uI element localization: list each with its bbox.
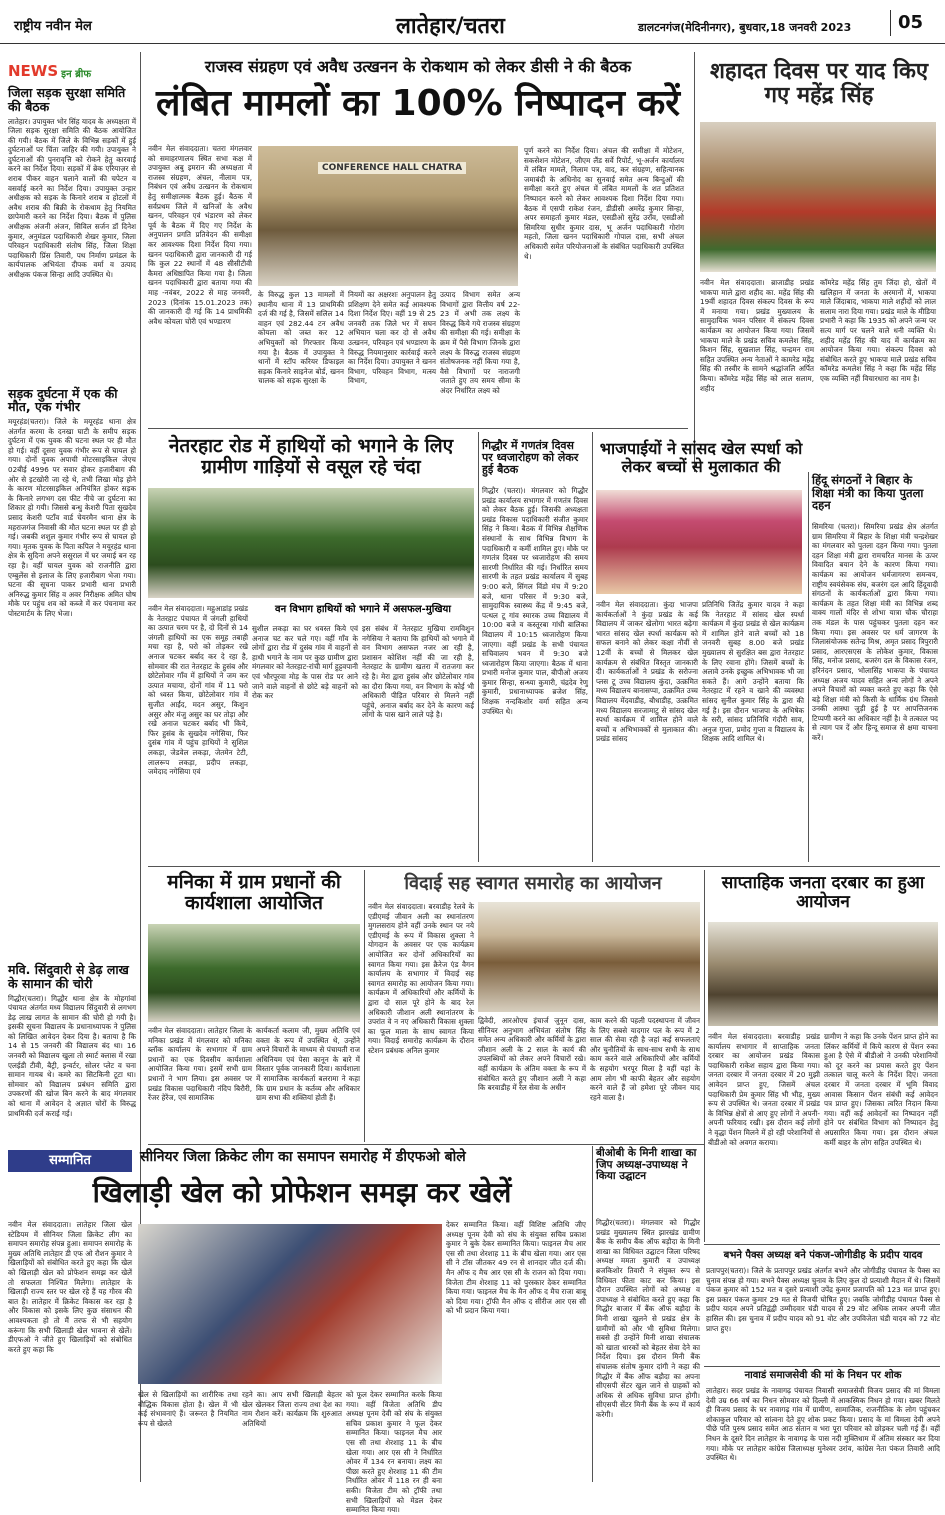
brief-label: इन ब्रीफ xyxy=(61,69,92,80)
top-story-col-3: नियमों का अक्षरशः अनुपालन हेतु प्रशिक्षण देने समेत कई आवश्यक दिशा निर्देश दिए। वहीं 19 से 25 जनवरी तक जिले भर में सघन अभियान चला कर दो से अवैध उत्खनन, परिवहन एवं भण्डारण के विरुद्ध नियमानुसार कार्रवाई करने का निर्देश दिया। उपायुक्त ने खनन विभाग, परिवहन विभाग, मत्स्य विभाग, xyxy=(348,290,439,386)
page-number: 05 xyxy=(898,12,924,33)
shahadat-col-2: कॉमरेड महेंद्र सिंह तुम जिंदा हो, खेतों में खलिहान में जनता के अरमानों में, भाकपा माले जिंदाबाद, भाकपा माले शहीदों को लाल सलाम नारा दिया गया। प्रखंड माले के मीडिया प्रभारी ने कहा कि 1935 को अपने जन्म पर सत्य मार्ग पर चलने वाले धनी व्यक्ति थे। शहीद महेंद्र सिंह की याद में कार्यक्रम का आयोजन किया गया। संकल्प दिवस को संबोधित करते हुए भाकपा माले प्रखंड सचिव कॉमरेड कमलेश सिंह ने कहा कि महेंद्र सिंह एक व्यक्ति नहीं विचारधारा का नाम है। xyxy=(820,278,939,383)
sports-col-4: देकर सम्मानित किया। वहीं विशिष्ट अतिथि जीए अध्यक्ष पूनम देवी को संघ के संयुक्त सचिव प्रकाश कुमार ने बुके देकर सम्मानित किया। फाइनल मैच आर एस सी तथा शेरशाह 11 के बीच खेला गया। आर एस सी ने टॉस जीतकर 49 रन से शानदार जीत दर्ज की। मैन ऑफ द मैच आर एस सी के राजन को दिया गया। विजेता टीम शेरशाह 11 को पुरस्कार देकर सम्मानित किया गया। फाइनल मैच के मैन ऑफ द मैच राजा बाबू को दिया गया। ट्रॉफी मैन ऑफ द सीरीज आर एस सी को भी प्रदान किया गया। xyxy=(446,1220,589,1316)
brief-1-headline: जिला सड़क सुरक्षा समिति की बैठक xyxy=(8,85,126,114)
top-story-col-2: के विरुद्ध कुल 13 मामलों में स्थानीय थाना में 13 प्राथमिकी दर्ज की गई है, जिसमें सलिल 14 वाहन एवं 282.44 टन अवैध कोयला को जब्त कर 12 अभियुक्तों को गिरफ्तार किया गया है। बैठक में उपायुक्त ने थानों में स्टॉप करियर डिफाइल सड़क किनारे साइनेज बोर्ड, खनन चालक को सड़क सुरक्षा के xyxy=(258,290,347,386)
rule-janta-left xyxy=(704,870,705,1242)
janta-headline: साप्ताहिक जनता दरबार का हुआ आयोजन xyxy=(721,873,925,912)
sports-col-1: नवीन मेल संवाददाता। लातेहार जिला खेल स्टेडियम में सीनियर जिला क्रिकेट लीग का समापन समारोह संपन्न हुआ। समापन समारोह के मुख्य अतिथि लातेहार डी एफ ओ रौशन कुमार ने खिलाड़ियों को संबोधित करते हुए कहा कि खेल को खिलाड़ी खेल को प्रोफेशन समझ कर खेलें तो सफलता निश्चित मिलेगा। लातेहार के खिलाड़ी राज्य स्तर पर खेल रहे हैं यह गौरव की बात है। लातेहार में क्रिकेट विकास कर रहा है और विकास को इसके लिए कुछ संसाधन की आवश्यकता हो तो मैं तरफ से भी सहयोग करूंगा कि सभी खिलाड़ी खेल भावना से खेलें। डीएफओ ने जीते हुए खिलाड़ियों को संबोधित करते हुए कहा कि xyxy=(8,1220,135,1354)
bhajpa-photo xyxy=(596,490,802,594)
manika-photo xyxy=(148,924,360,1022)
shahadat-col-1: नवीन मेल संवाददाता। ब्राजाडीह प्रखंड भाकपा माले द्वारा शहीद का. महेंद्र सिंह की 19वीं शहादत दिवस संकल्प दिवस के रूप में मनाया गया। प्रखंड मुख्यालय के सामुदायिक भवन परिसर में संकल्प दिवस कार्यक्रम का आयोजन किया गया। जिसमें भाकपा माले के प्रखंड सचिव कमलेश सिंह, किशन सिंह, सुखलाल सिंह, चन्द्रमन राम सहित उपस्थित अन्य नेताओं ने कामरेड महेंद्र सिंह की तस्वीर के सामने श्रद्धांजलि अर्पित किया। कॉमरेड महेंद्र सिंह को लाल सलाम, शहीद xyxy=(700,278,817,393)
elephant-col-3: इस संबंध में नेतरहाट मुखिया रामविशुन नगेसिया ने बताया कि हाथियों को भगाने में वन विभाग असफल नजर आ रही है, प्रशासन कोशिश नहीं की जा रही है, नेतरहाट के ग्रामीण खतरा में रातजगा कर रहे है। मेरा द्वारा हुसंब और छोटेलोवार गांव का दौरा किया गया, वन विभाग के कोई भी अधिकारी पीड़ित परिवार से मिलने नहीं पहुंचे, अनाज बर्बाद कर देने के कारण कई लोगो के पास खाने लाले पड़े है। xyxy=(362,624,477,720)
shok-headline: नावाडं समाजसेवी की मां के निधन पर शोक xyxy=(744,1370,902,1381)
brief-2-body: मयूरहंड(चतरा)। जिले के मयूरहंड थाना क्षेत्र अंतर्गत करमा के दनखा घाटी के समीप सड़क दुर्घटना में एक युवक की घटना स्थल पर ही मौत हो गई। वहीं दूसरा युवक गंभीर रूप से घायल हो गया। दोनों युवक अपाची मोटरसाइकिल जेएच 02बीई 4996 पर सवार होकर हजारीबाग की ओर से इटखोरी जा रहे थे, तभी लिखा मोड़ होने के कारण मोटरसाइकिल अनियंत्रित होकर सड़क के किनारे लगभग दस फीट नीचे जा दुर्घटना का शिकार हो गयी। जिससे बन्धु केशरी पिता सुखदेव प्रसाद केशरी पटाँव वार्ड चेयरमैन थाना क्षेत्र के महराजगंज निवासी की मौत घटना स्थल पर ही हो गई। जबकी शशुल कुमार गंभीर रूप से घायल हो गया। मृतक युवक के पिता कपिल ने मयूरहंड थाना क्षेत्र के सुदिना अपने ससुराल में घर जमाई बन रह रहा है। वहीं घायल युवक को राजनीति द्वारा एम्बुलेंस से इलाज के लिए हजारीबाग भेजा गया। घटना की सूचना पाकर प्रभारी थाना प्रभारी अनिरुद्ध कुमार सिंह व अवर निरीक्षक अमित घोष मौके पर पहुंच शव को कब्जे में कर पंचनामा कर पोस्टमार्टम के लिए भेजा। xyxy=(8,417,139,618)
brief-3-body: गिद्धौर(चतरा)। गिद्धौर थाना क्षेत्र के मोहगांवां पंचायत अंतर्गत मध्य विद्यालय सिंदुवारी से लगभग डेढ़ लाख लागत के सामान की चोरी हो गयी है। इसकी सूचना विद्यालय के प्रधानाध्यापक ने पुलिस को लिखित आवेदन देकर दिया है। बताया है कि 14 से 15 जनवरी की विद्यालय बंद था। 16 जनवरी को विद्यालय खुला तो स्मार्ट क्लास में रखा एलईडी टीवी, बैट्री, इन्वर्टर, सोलर प्लेट व चना सामान गायब थे। कमरे का सिटकिनी टूटा था। सोमवार को विद्यालय प्रबंधन समिति द्वारा उपकरणों की खोज बिन करने के बाद मंगलवार को थाना में आवेदन दे अज्ञात चोरों के विरुद्ध प्राथमिकी दर्ज कराई गई। xyxy=(8,993,139,1118)
dateline: डालटनगंज(मेदिनीनगर), बुधवार,18 जनवरी 2023 xyxy=(638,21,852,34)
rule-mid xyxy=(148,866,940,867)
conference-hall-sign: CONFERENCE HALL CHATRA xyxy=(318,162,466,174)
manika-headline: मनिका में ग्राम प्रधानों की कार्यशाला आयोजित xyxy=(167,871,341,914)
section-name: लातेहार/चतरा xyxy=(396,14,505,39)
janta-col-1: नवीन मेल संवाददाता। बरवाडीह प्रखंड कार्यालय सभागार में साप्ताहिक जनता दरबार का आयोजन प्रखंड विकास पदाधिकारी राकेश सहाय द्वारा किया गया। जनता दरबार में जनता दरबार में 20 मुझी आवेदन प्राप्त हुए, जिसमें अंचल पदाधिकारी प्रेम कुमार सिंह भी भीड़, मुख्य रूप से उपस्थित थे। जनता दरबार में प्रखंड के विभिन्न क्षेत्रों से आए हुए लोगों ने अपनी-अपनी फरियाद रखी। इस दौरान कई लोगों ने वृद्धा पेंशन मिलने में हो रही परेशानियों से बीडीओ को अवगत कराया। xyxy=(708,1032,823,1147)
janta-photo xyxy=(708,922,938,1026)
vidai-col-3: काम करने की पहली पदस्थापना में जीवन के लिए सबसे यादगार पल के रूप में 2 साल की सेवा रही है जहां कई सफलताएं और चुनौतियों के साथ-साथ सभी के साथ काम करने वाले अधिकारियों और कर्मियों के सहयोग भरपूर मिला है वहीं यहां के आम लोग भी काफी बेहतर और सहयोग करने वाले हैं जो हमेशा पूरे जीवन याद रहने वाला है। xyxy=(590,1016,703,1102)
hindu-body: सिमरिया (चतरा)। सिमरिया प्रखंड क्षेत्र अंतर्गत ग्राम सिमरिया में बिहार के शिक्षा मंत्री चन्द्रशेखर का मंगलवार को पुतला दहन किया गया। पुतला दहन शिक्षा मंत्री द्वारा रामचरित मानस के ऊपर विवादित बयान देने के कारण किया गया। कार्यक्रम का आयोजन धर्मजागरण समन्वय, राष्ट्रीय स्वयंसेवक संघ, बजरंग दल आदि हिंदूवादी संगठनों के कार्यकर्ताओं द्वारा किया गया। कार्यक्रम के तहत शिक्षा मंत्री का विभिन्न शब्द वाक्य गालों मंदिर से शोभा यात्रा चौक चौराहा तक मंडल के पास पहुंचकर पुतला दहन कर किया गया। इस अवसर पर धर्म जागरण के जिलासंयोजक सतेन्द्र मिश्र, अमृत प्रसाद त्रिपुरारी प्रसाद, आरएसएस के लोकेश कुमार, विकास सिंह, मनोज प्रसाद, बजरंग दल के विकास रंजन, हरिनंदन प्रसाद, भोलासिंह भाकपा के पंचायत अध्यक्ष अजय यादव सहित अन्य लोगों ने अपने अपने विचारों को व्यक्त करते हुए कहा कि ऐसे बड़े शिक्षा मंत्री को किसी के धार्मिक ग्रंथ जिससे उनकी आस्था जुड़ी हुई है पर आपत्तिजनक टिप्पणी करने का अधिकार नहीं है। वे तत्काल पद से त्याग पत्र दें और हिन्दू समाज से क्षमा याचना करें। xyxy=(812,522,941,743)
bhajpa-col-2: प्रतिनिधि जितेंद्र कुमार यादव ने कहा कि नेतरहाट में सांसद खेल स्पर्धा कार्यक्रम में कुंदा प्रखंड से खेल कार्यक्रम में शामिल होने वाले बच्चों को 18 जनवरी सुबह 8.00 बजे प्रखंड मुख्यालय से सुरक्षित बस द्वारा नेतरहाट के लिए रवाना होंगे। जिसमें बच्चों के अलावे उनके इच्छुक अभिभावक भी जा सकते हैं। आगे उन्होंने बताया कि नेतरहाट में रहने व खाने की व्यवस्था सांसद सुनील कुमार सिंह के द्वारा की गई है। इस दौरान भाजपा के अभिषेक के सरी, सांसद प्रतिनिधि गंदौरी साव, अनुज गुप्ता, प्रमोद गुप्ता व विद्यालय के शिक्षक आदि शामिल थे। xyxy=(702,600,807,744)
bhajpa-headline: भाजपाईयों ने सांसद खेल स्पर्धा को लेकर बच्चों से मुलाकात की xyxy=(599,439,803,476)
pacs-headline: बभने पैक्स अध्यक्ष बने पंकज-जोगीडीह के प्रदीप यादव xyxy=(723,1250,923,1261)
vidai-headline: विदाई सह स्वागत समारोह का आयोजन xyxy=(404,873,662,894)
top-story-kicker: राजस्व संग्रहण एवं अवैध उत्खनन के रोकथाम को लेकर डीसी ने की बैठक xyxy=(204,57,632,76)
top-story-headline: लंबित मामलों का 100% निष्पादन करें xyxy=(156,83,680,124)
hindu-headline: हिंदू संगठनों ने बिहार के शिक्षा मंत्री का किया पुतला दहन xyxy=(812,473,924,513)
rule-bank-left xyxy=(592,1146,593,1482)
republic-headline: गिद्धौर में गणतंत्र दिवस पर ध्वजारोहण को लेकर हुई बैठक xyxy=(482,439,579,477)
bank-headline: बीओबी के मिनी शाखा का जिप अध्यक्ष-उपाध्यक्ष ने किया उद्घाटन xyxy=(596,1147,697,1183)
brief-1-body: लातेहार। उपायुक्त भोर सिंह यादव के अध्यक्षता में जिला सड़क सुरक्षा समिति की बैठक आयोजित की गयी। बैठक में जिले के विभिन्न सड़कों में हुई दुर्घटनाओं पर चिंता जाहिर की गयी। उपायुक्त ने दुर्घटनाओं की पुनरावृत्ति को रोकने हेतु कारवाई करने का निर्देश दिया। सड़कों में ब्रेक एरियाज़र से शराब पीकर वाहन चलाने वालों की चपेटन व वसर्वाई करने का निर्देश दिया। उपायुक्त उन्हार अधीक्षक को सड़क के किनारे शराब व होटलों में अवैध शराब की बिक्री के रोकथाम हेतु नियमित छापेमारी करने का निर्देश दिया। बैठक में पुलिस अधीक्षक अंजनी अंजन, सिविल सर्जन डॉ दिनेश कुमार, अनुमंडल पदाधिकारी शेखर कुमार, जिला परिवहन पदाधिकारी संतोष सिंह, जिला शिक्षा पदाधिकारी प्रिंस तिवारी, पथ निर्माण प्रमंडल के कार्यपालक अभियंता दीपक वर्मा व उत्पाद अधीक्षक पंकज सिन्हा आदि उपस्थित थे। xyxy=(8,116,139,279)
sports-tag: सम्मानित xyxy=(8,1150,132,1172)
rule-hindu-left xyxy=(808,472,809,862)
elephant-headline: नेतरहाट रोड में हाथियों को भगाने के लिए ग्रामीण गाड़ियों से वसूल रहे चंदा xyxy=(168,435,454,478)
paper-name: राष्ट्रीय नवीन मेल xyxy=(14,19,92,34)
brief-2-headline: सड़क दुर्घटना में एक की मौत, एक गंभीर xyxy=(8,385,118,415)
rule-republic-left xyxy=(478,432,479,862)
shahadat-headline: शहादत दिवस पर याद किए गए महेंद्र सिंह xyxy=(709,59,929,109)
sports-col-2a: खेल से खिलाड़ियों का शारीरिक तथा बौद्धिक विकास होता है। खेल में भी कई संभावनाएं हैं। जरूरत है नियमित रूप से खेलते xyxy=(138,1390,241,1428)
elephant-sub-headline: वन विभाग हाथियों को भगाने में असफल-मुखिया xyxy=(275,604,451,615)
bhajpa-col-1: नवीन मेल संवाददाता। कुंदा भाजपा कार्यकर्ताओं ने कुंदा प्रखंड के कई विद्यालय में जाकर खेलोगा भारत बढ़ेगा भारत सांसद खेल स्पर्धा कार्यक्रम को सफल बनाने को लेकर कक्षा नौवीं से 12वीं के बच्चों से मिलकर खेल कार्यक्रम से संबंधित विस्तृत जानकारी दी। कार्यकर्ताओं ने प्रखंड के सरोज्ना प्लस टू उच्च विद्यालय कुंदा, उत्क्रमित मध्य विद्यालय बानासप्पा, उत्क्रमित उच्च विद्यालय मेंदवाडीह, बौधाडीह, उत्क्रमित मध्य विद्यालय सरजामाटु से सांसद खेल स्पर्धा कार्यक्रम में शामिल होने वाले बच्चों व अभिभावकों से मुलाकात की। प्रखंड सांसद xyxy=(596,600,701,744)
brief-3-headline: मवि. सिंदुवारी से डेढ़ लाख के सामान की चोरी xyxy=(8,962,129,991)
rule-pacs-top xyxy=(704,1244,940,1245)
top-story-col-5: पूर्ण करने का निर्देश दिया। अंचल की समीक्षा में मोटेशन, सकसेशन मोटेशन, जीएम लैंड सर्वे रिपोर्ट, भू-अर्जन कार्यालय में लंबित मामले, निलाम पत्र, वाद, कर संग्रहण, सहित्यानक जमाबंदी के अधिनोद का सुनवाई समेत अन्य बिन्दुओं की समीक्षा करते हुए अंचल में लंबित मामलों के शत प्रतिशत निष्पादन करने को लेकर आवश्यक दिशा निर्देश दिया गया। बैठक में एसपी राकेश रंजन, डीडीसी अमरेंद्र कुमार सिन्हा, अपर समाहर्ता कुमार मंडल, एसडीओ सुरेंद्र उराँव, एसडीओ सिमरिया सुधीर कुमार दास, भू अर्जन पदाधिकारी गोरांग महतो, जिला खनन पदाधिकारी गोपाल दास, सभी अंचल अधिकारी समेत परियोजनाओं के संबंधित पदाधिकारी उपस्थित थे। xyxy=(524,146,687,261)
sports-headline: खिलाड़ी खेल को प्रोफेशन समझ कर खेलें xyxy=(92,1176,512,1209)
janta-col-2: ग्रामीण ने कहा कि उनके पेंशन प्राप्त होने का लिंकर कर्मियों में किये कारण से पेंशन रुका हुआ है ऐसे में बीडीओ ने उनकी परेशानियों को दूर करने का प्रयास करते हुए पेंशन तत्काल चालू करने के निर्देश दिए। जनता दरबार में जनता दरबार में भूमि विवाद आवास किसान पेंशन संबंधी कई आवेदन पत्र प्राप्त हुए। जिसका त्वरित निदान किया गया। वहीं कई आवेदनों का निष्पादन नहीं होने पर संबंधित विभाग को निष्पादन हेतु अग्रसारित किया गया। इस दौरान अंचल कर्मी बाहर के लोग सहित उपस्थित थे। xyxy=(824,1032,941,1147)
news-brief-label xyxy=(8,52,136,80)
conference-photo xyxy=(258,146,518,286)
sports-col-3: को फूल देकर सम्मानित करके किया गया। वहीं विजेता अतिथि डीप अध्यक्ष पूनम देवी को संघ के संयुक्त सचिव प्रकाश कुमार ने फूल देकर सम्मानित किया। फाइनल मैच आर एस सी तथा शेरशाह 11 के बीच खेला गया। आर एस सी ने निर्धारित ओवर में 134 रन बनाया। लक्ष्य का पीछा करते हुए शेरशाह 11 की टीम निर्धारित ओवर में 118 रन ही बना सकी। विजेता टीम को ट्रॉफी तथा सभी खिलाड़ियों को मेडल देकर सम्मानित किया गया। xyxy=(346,1390,445,1515)
top-story-col-4: उत्पाद विभाग समेत अन्य विभागों द्वारा वित्तीय वर्ष 22-23 में अभी तक लक्ष्य के विरुद्ध किये गये राजस्व संग्रहण की समीक्षा की गई। समीक्षा के क्रम में पैसे विभाग जिनके द्वारा लक्ष्य के विरुद्ध राजस्व संग्रहण संतोषजनक नहीं किया गया है, वैसे विभागों पर नाराजगी जताते हुए तय समय सीमा के अंदर निर्धारित लक्ष्य को xyxy=(440,290,523,395)
pacs-body: प्रतापपुर(चतरा)। जिले के प्रतापपुर प्रखंड अंतर्गत बभने और जोगीडीह पंचायत के पैक्स का चुनाव संपन्न हो गया। बभने पैक्स अध्यक्ष चुनाव के लिए कुल दो प्रत्याशी मैदान में थे। जिसमें पंकज कुमार को 152 मत व दूसरे प्रत्याशी उपेंद्र कुमार प्रजापति को 123 मत प्राप्त हुए। इस प्रकार पंकज कुमार 29 मत से विजयी घोषित हुए। जबकि जोगीडीह पंचायत पैक्स से प्रदीप यादव अपने प्रतिद्वंद्वी उम्मीदवार चंडी यादव से 29 वोट अधिक लाकर अपनी जीत हासिल की। इस चुनाव में प्रदीप यादव को 91 वोट और उपविजेता चंडी यादव को 72 वोट प्राप्त हुए। xyxy=(706,1266,943,1333)
manika-col-2: कार्यकर्ता कलाम जी, मुख्य अतिथि एवं वक्ता के रूप में उपस्थित थे, उन्होंने अपने विचारों के माध्यम से पंचायती राज अधिनियम एवं पेसा कानून के बारे में विस्तार पूर्वक जानकारी दिया। कार्यशाला में सामाजिक कार्यकर्ता बलरामा ने कहा कि ग्राम प्रधान के कर्तव्य और अधिकार ग्राम सभा की शक्तियां होती हैं। xyxy=(256,1026,363,1103)
elephant-col-2: सुशील लकड़ा का घर धवस्त किये एवं अनाज चट कर चले गए। वहीं गाँव के लोगों द्वारा रोड में दुसंब गांव में वाहनों से हाथी भगाने के नाम पर कुछ ग्रामीण द्वारा मंगलवार को नेतरहाट-रांची मार्ग हुट्टवपानी एवं भौरपूरवा मोड़ के पास रोड पर आने जाने वाले वाहनों से छोटे बड़े वाहनों को रोक कर xyxy=(252,624,361,701)
sports-col-2b: रहने का। आप सभी खिलाड़ी बेहतर खेल खेलकर जिला राज्य तथा देश का नाम रौशन करें। कार्यक्रम कि शुरुआत अतिथियों xyxy=(242,1390,345,1428)
vidai-col-2: द्विवेदी, आरओएच इंचार्ज जुनून दास, सीनियर अनुभाग अभियंता संतोष सिंह समेत अन्य अधिकारी और कर्मियों के द्वारा जीशान अली के 2 साल के कार्य की उपलब्धियों को लेकर अपने विचारों रखे। वहीं कार्यक्रम के अंतिम वक्ता के रूप में संबोधित करते हुए जीशान अली ने कहा कि बरवाडीह में रेल सेवा के अधीन xyxy=(478,1016,589,1093)
masthead xyxy=(0,0,945,44)
news-label: NEWS xyxy=(8,62,59,80)
top-story-col-1: नवीन मेल संवाददाता। चतरा मंगलवार को समाहरणालय स्थित सभा कक्ष में उपायुक्त अबु इमरान की अध्यक्षता में राजस्व संग्रहण, अंचल, नीलाम पत्र, निबंधन एवं अवैध उत्खनन के रोकथाम हेतु समीक्षात्मक बैठक हुई। बैठक में सर्वप्रथम जिले में खनिजों के अवैध खनन, परिवहन एवं भंडारण को लेकर पूर्व के बैठक में दिए गए निर्देश के अनुपालन प्रगति प्रतिवेदन की समीक्षा कर आवश्यक दिशा निर्देश दिया गया। खनन पदाधिकारी द्वारा जानकारी दी गई कि कुल 22 स्थानों में 48 सीसीटीवी कैमरा अधिष्ठापित किया गया है। जिला खनन पदाधिकारी द्वारा बताया गया की माह -नवंबर, 2022 से माह जनवरी, 2023 (दिनांक 15.01.2023 तक) की जानकारी दी गई कि 14 प्राथमिकी अवैध कोयला चोरी एवं भण्डारण xyxy=(148,144,255,326)
elephant-col-1: नवीन मेल संवाददाता। महुआडांड़ प्रखंड के नेतरहाट पंचायत में जंगली हाथियों का उत्पात चरम पर है, दो दिनों से 14 जंगली हाथियों का एक समूह तबाही मचा रहा है, घरो को तोड़कर रखे अनाज चटकर बर्बाद कर दे रहा है, सोमवार की रात नेतरहाट के हुसंब और छोटेलोवार गाँव में हाथियों ने जम कर उत्पात मचाया, दोनों गांव में 11 घरो को ध्वस्त किया, छोटेलोवार गांव में सुजीत आईंद, मदन असुर, किशुन असुर और मंजु असुर का घर तोड़ा और रखे अनाज चटकर बर्बाद भी किये, फिर हुसंब के सुखदेव नगेसिया, फिर दुसंब गांव में पहुंच हाथियों ने सुशिल लकड़ा, जेडवेल लकड़ा, जेतमेन टेटी, लालरूप लकड़ा, प्रदीप लकड़ा, जमेदाद नगेसिया एवं xyxy=(148,604,251,777)
manika-col-1: नवीन मेल संवाददाता। लातेहार जिला के मनिका प्रखंड में मंगलवार को मनिका ब्लॉक कार्यालय के सभागार में ग्राम प्रधानों का एक दिवसीय कार्यशाला आयोजित किया गया। इसमें सभी ग्राम प्रधानों ने भाग लिया। इस अवसर पर प्रखंड विकास पदाधिकारी नंदिप बिरौरी, रेंजर हेरेंज, एवं सामाजिक xyxy=(148,1026,255,1103)
bank-body: गिद्धौर(चतरा)। मंगलवार को गिद्धौर प्रखंड मुख्यालय स्थित झारखंड ग्रामीण बैंक के समीप बैंक ऑफ बड़ौदा के मिनी शाखा का विधिवत उद्घाटन जिला परिषद अध्यक्ष ममता कुमारी व उपाध्यक्ष ब्रजकिशोर तिवारी ने संयुक्त रूप से विधिवत फीता काट कर किया। इस दौरान उपस्थित लोगों को अध्यक्ष व उपाध्यक्ष ने संबोधित करते हुए कहा कि गिद्धौर बाजार में बैंक ऑफ बड़ौदा के मिनी शाखा खुलने से प्रखंड क्षेत्र के ग्रामीणों को और भी सुविधा मिलेगा। सबसे ही उन्होंने मिनी शाखा संचालक को खाता धारकों को बेहतर सेवा देने का निर्देश दिया। इस दौरान मिनी बैंक संचालक संतोष कुमार दांगी ने कहा की गिद्धौर में बैंक ऑफ बड़ौदा का अपना सीएसपी सेंटर खुल जाने से ग्राहकों को अधिक से अधिक सुविधा प्राप्त होगी। सीएसपी सेंटर मिनी बैंक के रूप में कार्य करेगी। xyxy=(596,1218,703,1419)
shok-body: लातेहार। सदर प्रखंड के नावागढ़ पंचायत निवासी समाजसेवी विजय प्रसाद की मां विमला देवी उम्र 66 वर्ष का निधन सोमवार को दिल्ली में आकस्मिक निधन हो गया। खबर मिलते ही विजय प्रसाद के घर नावागढ़ गांव में ग्रामीण, सामाजिक, राजनीतिक के लोग पहुंचकर शोकाकुल परिवार को सांत्वना देते हुए शोक प्रकट किया। प्रसाद के मां विमला देवी अपने पीछे पति पुरुष प्रसाद समेत आठ संतान व भरा पूरा परिवार को छोड़कर चली गई हैं। वहीं निधन के दूसरे दिन लातेहार के नावागढ़ के पास नदी मुक्तिधाम में अंतिम संस्कार कर दिया गया। मौके पर लातेहार कांग्रेस जिलाध्यक्ष मुनेश्वर उरांव, कांग्रेस नेता पंकज तिवारी आदि उपस्थित थे। xyxy=(706,1386,943,1463)
elephant-photo xyxy=(148,488,474,598)
vidai-col-1: नवीन मेल संवाददाता। बरवाडीह रेलवे के एडीएमई जीवान अली का स्थानांतरण मुगलसराय होने वहीं उनके स्थान पर नये एडीएमई के रूप में विकास शुक्ला ने योगदान के अवसर पर एक कार्यक्रम आयोजित कर दोनों अधिकारियों का स्वागत किया गया। इस क्रैरेज एंड वैगन कार्यालय के सभागार में विदाई सह स्वागत समारोह का आयोजन किया गया। कार्यक्रम में अधिकारियों और कर्मियों के द्वारा दो साल पूरे होने के बाद रेल अधिकारी जीशान अली स्थानांतरण के उपरांत वे न नए अधिकारी विकास शुक्ला का फूल माला के साथ स्वागत किया गया। विदाई समारोह कार्यक्रम के दौरान स्टेशन प्रबंधक अनिल कुमार xyxy=(368,902,477,1055)
rule-vidai-left xyxy=(364,870,365,1142)
right-column-rule xyxy=(694,52,695,472)
sports-kicker: सीनियर जिला क्रिकेट लीग का समापन समारोह में डीएफओ बोले xyxy=(140,1149,466,1165)
rule-sports-top xyxy=(148,1144,704,1145)
vidai-photo xyxy=(478,902,700,1012)
shahadat-photo xyxy=(700,122,936,272)
republic-body: गिद्धौर (चतरा)। मंगलवार को गिद्धौर प्रखंड कार्यालय सभागार में गणतंत्र दिवस को लेकर बैठक हुई। जिसकी अध्यक्षता प्रखंड विकास पदाधिकारी संजीत कुमार सिंह ने किया। बैठक में विभिन्न शैक्षणिक संस्थानों के साथ विभिन्न विभाग के पदाधिकारी व कर्मी शामिल हुए। मौके पर गणतंत्र दिवस पर ध्वजारोहण की समय सारणी निर्धारित की गई। निर्धारित समय सारणी के तहत प्रखंड कार्यालय में सुबह 9:00 बजे, सिंगल विंडो मंच में 9:20 बजे, थाना परिसर में 9:30 बजे, सामुदायिक स्वास्थ्य केंद्र में 9:45 बजे, पत्थल टू गांव स्मारक उच्च विद्यालय में 10:00 बजे व कस्तूरबा गांधी बालिका विद्यालय में 10:15 ध्वजारोहण किया जाएगा। वहीं प्रखंड के सभी पंचायत सचिवालय भवन में 9:30 बजे ध्वजारोहण किया जाएगा। बैठक में थाना प्रभारी मनोज कुमार पाल, बीपीओ अजय कुमार सिन्हा, सन्ध्या कुमारी, चंद्रदेव रेणु कुमारी, प्रधानाध्यापक ब्रजेश सिंह, शिक्षक नन्दकिशोर वर्मा सहित अन्य उपस्थित थे। xyxy=(482,486,591,716)
page-no-divider xyxy=(890,10,891,36)
rule-shok-top xyxy=(704,1366,940,1367)
rule-elephant-top xyxy=(148,428,688,429)
sports-photo xyxy=(138,1224,442,1384)
rule-bhajpa-left xyxy=(592,432,593,862)
